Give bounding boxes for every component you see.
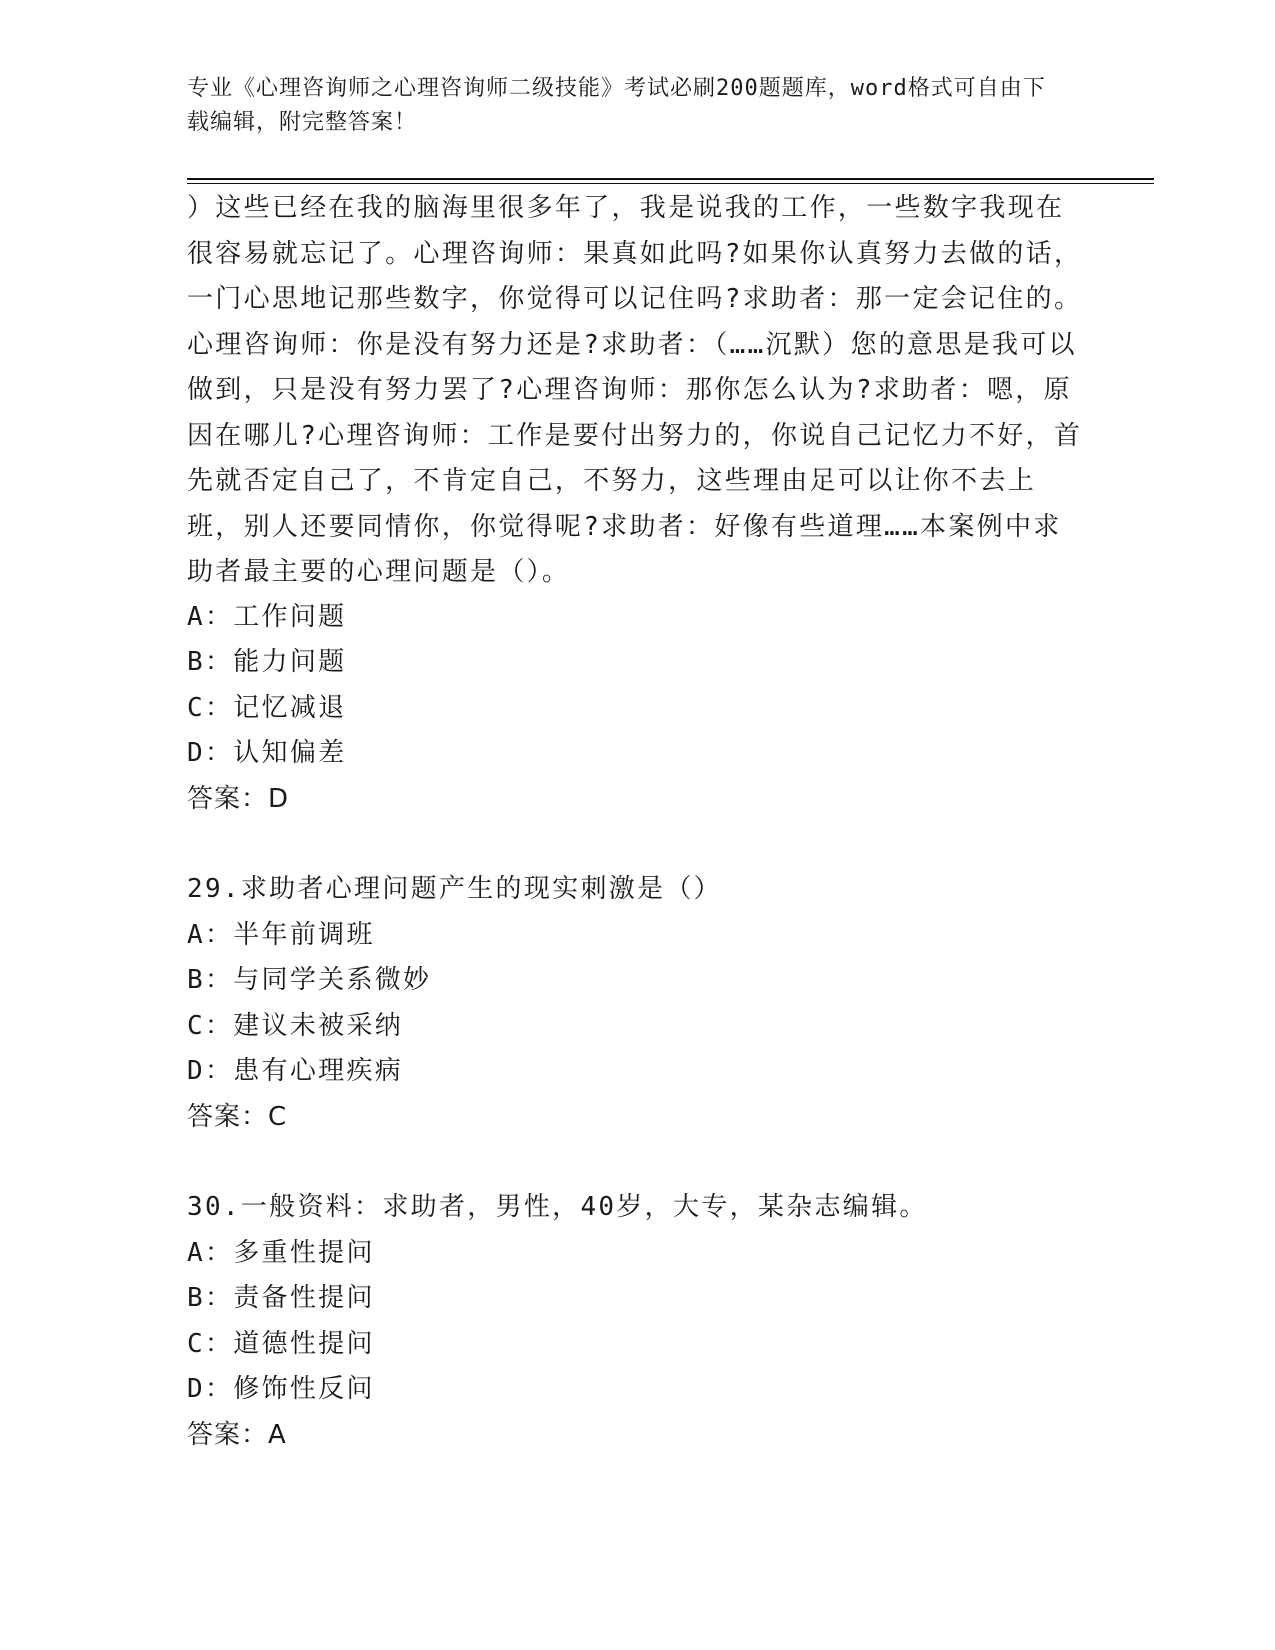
option-c: C：建议未被采纳	[187, 1010, 404, 1041]
option-a: A：半年前调班	[187, 919, 375, 950]
answer-text: 答案：D	[187, 783, 290, 814]
option-a: A：多重性提问	[187, 1237, 375, 1268]
header-divider-thin	[187, 183, 1154, 184]
option-d: D：认知偏差	[187, 738, 347, 768]
option-d: D：患有心理疾病	[187, 1056, 404, 1086]
answer-text: 答案：A	[187, 1419, 287, 1450]
case-passage: ）这些已经在我的脑海里很多年了，我是说我的工作，一些数字我现在很容易就忘记了。心理咨询师：果真如此吗?如果你认真努力去做的话，一门心思地记那些数字，你觉得可以记住吗?求助者：那一定会记住的。心理咨询师：你是没有努力还是?求助者：（……沉默）您的意思是我可以做到，只是没有努力罢了?心理咨询师：那你怎么认为?求助者：嗯，原因在哪儿?心理咨询师：工作是要付出努力的，你说自己记忆力不好，首先就否定自己了，不肯定自己，不努力，这些理由足可以让你不去上班，别人还要同情你，你觉得呢?求助者：好像有些道理……本案例中求助者最主要的心理问题是（）。	[187, 193, 1083, 587]
option-c: C：记忆减退	[187, 692, 347, 723]
option-a: A：工作问题	[187, 601, 347, 632]
question-content	[187, 186, 1087, 1459]
option-b: B：责备性提问	[187, 1283, 375, 1313]
option-b: B：能力问题	[187, 647, 347, 677]
option-c: C：道德性提问	[187, 1328, 375, 1359]
option-d: D：修饰性反问	[187, 1374, 375, 1404]
option-b: B：与同学关系微妙	[187, 965, 432, 995]
question-29-stem: 29.求助者心理问题产生的现实刺激是（）	[187, 874, 722, 904]
question-30-stem: 30.一般资料：求助者，男性，40岁，大专，某杂志编辑。	[187, 1192, 928, 1222]
header-divider-thick	[187, 178, 1154, 180]
document-header-title: 专业《心理咨询师之心理咨询师二级技能》考试必刷200题题库，word格式可自由下载编辑，附完整答案！	[187, 76, 1046, 135]
answer-text: 答案：C	[187, 1101, 288, 1132]
